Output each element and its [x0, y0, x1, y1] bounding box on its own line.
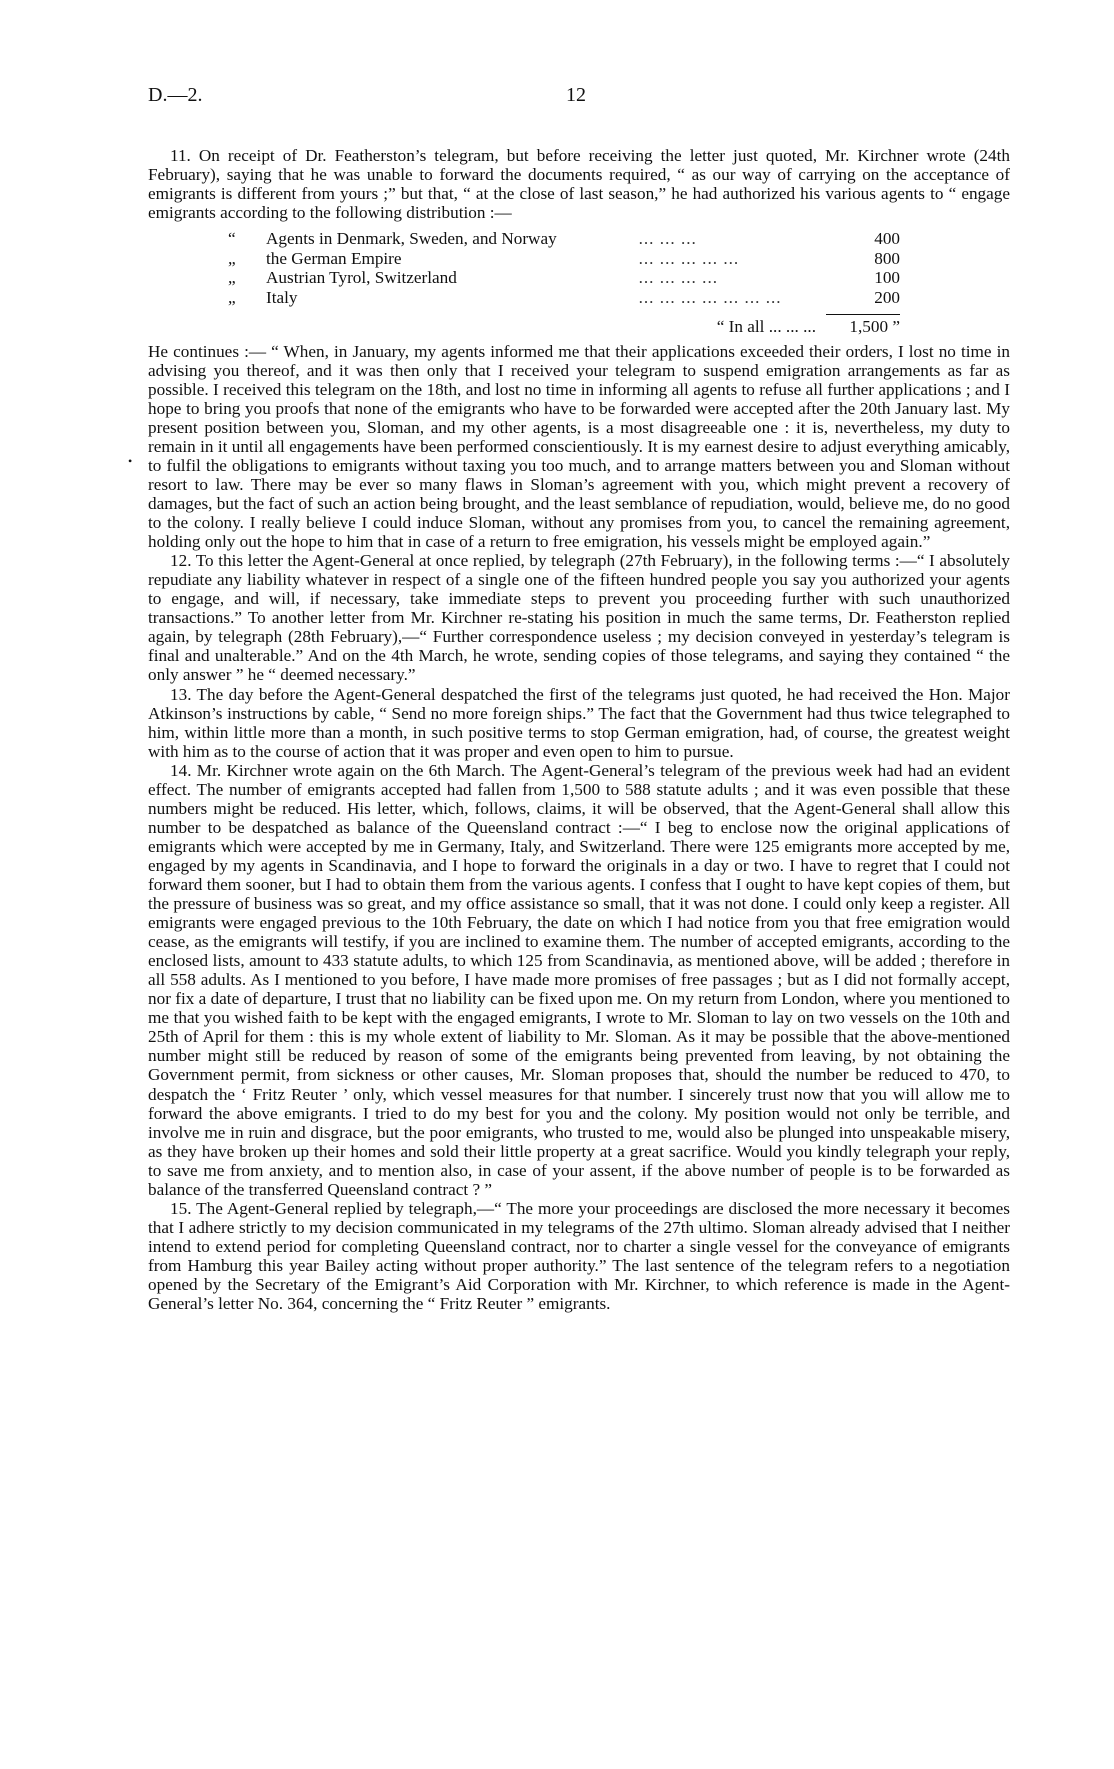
paragraph-11-continuation: He continues :— “ When, in January, my agents informed me that their applications exceeded their orders, I lost no time in advising you thereof, and it was then only that I received your telegram to suspend emigration arrangements as far as possible. I received this telegram on the 18th, and lost no time in informing all agents to refuse all further applications ; and I hope to bring you proofs that none of the emigrants who have to be forwarded were accepted after the 20th January last. My present position between you, Sloman, and my other agents, is a most disagreeable one : it is, nevertheless, my duty to remain in it until all engagements have been performed conscientiously. It is my earnest desire to adjust everything amicably, to fulfil the obligations to emigrants without taxing you too much, and to arrange matters between you and Sloman without resort to law. There may be ever so many flaws in Sloman’s agreement with you, which might prevent a recovery of damages, but the fact of such an action being brought, and the least semblance of repudiation, would, believe me, do no good to the colony. I really believe I could induce Sloman, without any promises from you, to cancel the remaining agreement, holding only out the hope to him that in case of a return to free emigration, his vessels might be employed again.” — [148, 341, 1010, 552]
page-header — [148, 84, 1010, 114]
distribution-total-row — [224, 315, 900, 337]
row-place: the German Empire — [266, 248, 402, 268]
margin-mark: • — [128, 454, 133, 468]
leader-dots: ... ... ... ... — [638, 268, 719, 288]
document-body — [148, 146, 1010, 1313]
row-prefix: „ — [228, 268, 236, 288]
total-value: 1,500 ” — [849, 317, 900, 337]
total-label: “ In all ... ... ... — [716, 317, 816, 337]
row-value: 100 — [874, 268, 900, 288]
row-place: Agents in Denmark, Sweden, and Norway — [266, 229, 557, 249]
distribution-table — [224, 229, 900, 337]
distribution-row — [224, 268, 900, 288]
paragraph-12: 12. To this letter the Agent-General at once replied, by telegraph (27th February), in the following terms :—“ I absolutely repudiate any liability whatever in respect of a single one of the fifteen hundred people you say you authorized your agents to engage, and will, if necessary, take immediate steps to prevent you proceeding further with such unauthorized transactions.” To another letter from Mr. Kirchner re-stating his position in much the same terms, Dr. Featherston replied again, by telegraph (28th February),—“ Further correspondence useless ; my decision conveyed in yesterday’s telegram is final and unalterable.” And on the 4th March, he wrote, sending copies of those telegrams, and saying they contained “ the only answer ” he “ deemed necessary.” — [148, 551, 1010, 685]
leader-dots: ... ... ... ... ... — [638, 248, 740, 268]
row-prefix: „ — [228, 287, 236, 307]
page-number: 12 — [566, 84, 586, 106]
paragraph-11: 11. On receipt of Dr. Featherston’s telegram, but before receiving the letter just quoted, Mr. Kirchner wrote (24th February), saying that he was unable to forward the documents required, “ as our way of carrying on the acceptance of emigrants is different from yours ;” but that, “ at the close of last season,” he had authorized his various agents to “ engage emigrants according to the following distribution :— — [148, 146, 1010, 223]
row-place: Italy — [266, 287, 298, 307]
row-prefix: „ — [228, 248, 236, 268]
row-value: 800 — [874, 248, 900, 268]
document-reference: D.—2. — [148, 84, 203, 106]
distribution-row — [224, 249, 900, 269]
paragraph-14: 14. Mr. Kirchner wrote again on the 6th March. The Agent-General’s telegram of the previous week had had an evident effect. The number of emigrants accepted had fallen from 1,500 to 588 statute adults ; and it was even possible that these numbers might be reduced. His letter, which, follows, claims, it will be observed, that the Agent-General shall allow this number to be despatched as balance of the Queensland contract :—“ I beg to enclose now the original applications of emigrants which were accepted by me in Germany, Italy, and Switzerland. There were 125 emigrants more accepted by me, engaged by my agents in Scandinavia, and I hope to forward the originals in a day or two. I have to regret that I could not forward them sooner, but I had to obtain them from the various agents. I confess that I ought to have kept copies of them, but the pressure of business was so great, and my office assistance so small, that it was not done. I could only keep a register. All emigrants were engaged previous to the 10th February, the date on which I had notice from you that free emigration would cease, as the emigrants will testify, if you are inclined to examine them. The number of accepted emigrants, according to the enclosed lists, amount to 433 statute adults, to which 125 from Scandinavia, as mentioned above, will be added ; therefore in all 558 adults. As I mentioned to you before, I have made more promises of free passages ; but as I did not formally accept, nor fix a date of departure, I trust that no liability can be fixed upon me. On my return from London, where you mentioned to me that you wished faith to be kept with the engaged emigrants, I wrote to Mr. Sloman to lay on two vessels on the 10th and 25th of April for them : this is my whole extent of liability to Mr. Sloman. As it may be possible that the above-mentioned number might still be reduced by reason of some of the emigrants being prevented from leaving, by not obtaining the Government permit, from sickness or other causes, Mr. Sloman proposes that, should the number be reduced to 470, to despatch the ‘ Fritz Reuter ’ only, which vessel measures for that number. I sincerely trust now that you will allow me to forward the above emigrants. I tried to do my best for you and the colony. My position would not only be terrible, and involve me in ruin and disgrace, but the poor emigrants, who trusted to me, would also be plunged into unspeakable misery, as they have broken up their homes and sold their little property at a great sacrifice. Would you kindly telegraph your reply, to save me from anxiety, and to mention also, in case of your assent, if the above number of people is to be forwarded as balance of the transferred Queensland contract ? ” — [148, 760, 1010, 1199]
row-value: 400 — [874, 229, 900, 249]
distribution-row — [224, 229, 900, 249]
paragraph-15: 15. The Agent-General replied by telegraph,—“ The more your proceedings are disclosed the more necessary it becomes that I adhere strictly to my decision communicated in my telegrams of the 27th ultimo. Sloman already advised that I neither intend to extend period for completing Queensland contract, nor to charter a single vessel for the conveyance of emigrants from Hamburg this year Bailey acting without proper authority.” The last sentence of the telegram refers to a negotiation opened by the Secretary of the Emigrant’s Aid Corporation with Mr. Kirchner, to which reference is made in the Agent-General’s letter No. 364, concerning the “ Fritz Reuter ” emigrants. — [148, 1198, 1010, 1314]
sum-rule-row — [224, 307, 900, 315]
leader-dots: ... ... ... ... ... ... ... — [638, 287, 782, 307]
leader-dots: ... ... ... — [638, 229, 697, 249]
paragraph-13: 13. The day before the Agent-General despatched the first of the telegrams just quoted, he had received the Hon. Major Atkinson’s instructions by cable, “ Send no more foreign ships.” The fact that the Government had thus twice telegraphed to him, within little more than a month, in such positive terms to stop German emigration, had, of course, the greatest weight with him as to the course of action that it was proper and even open to him to pursue. — [148, 684, 1010, 761]
row-place: Austrian Tyrol, Switzerland — [266, 268, 457, 288]
row-value: 200 — [874, 287, 900, 307]
row-prefix: “ — [228, 229, 236, 249]
distribution-row — [224, 288, 900, 308]
